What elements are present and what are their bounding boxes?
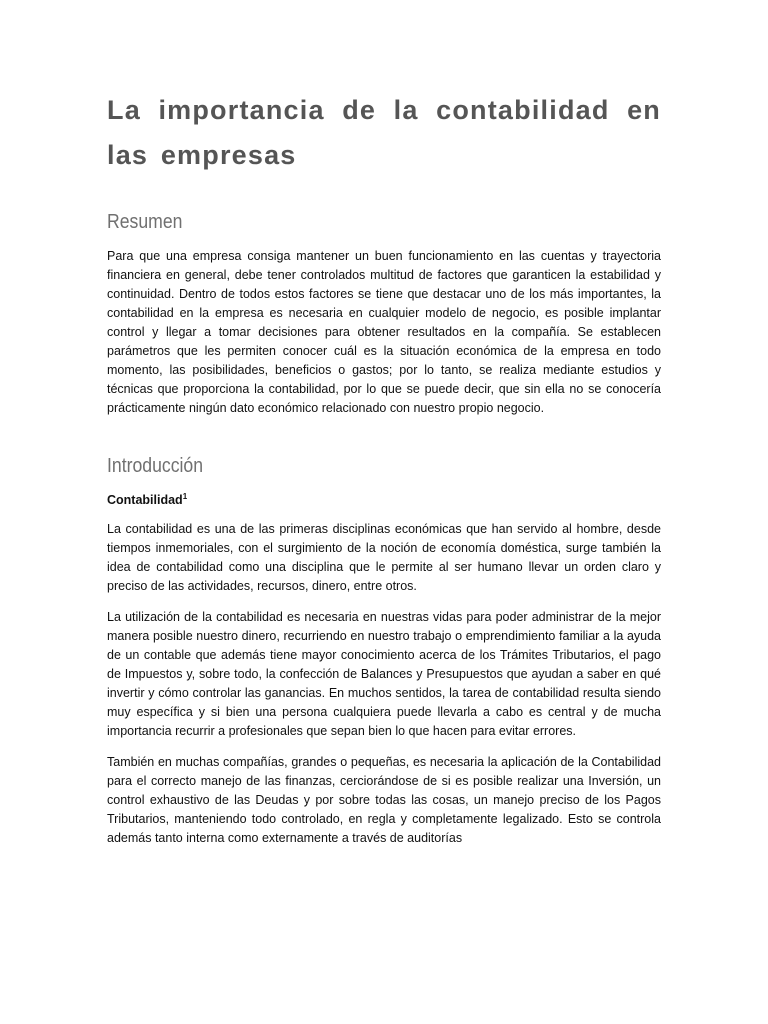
- footnote-reference[interactable]: 1: [182, 492, 188, 501]
- intro-paragraph-3: También en muchas compañías, grandes o pequeñas, es necesaria la aplicación de la Contabilidad para el correcto manejo de las finanzas, cerciorándose de si es posible realizar una Inversión, un control exhaustivo de las Deudas y por sobre todas las cosas, un manejo preciso de los Pagos Tributarios, manteniendo todo controlado, en regla y completamente legalizado. Esto se controla además tanto interna como externamente a través de auditorías: [107, 755, 661, 845]
- intro-paragraph-2: La utilización de la contabilidad es necesaria en nuestras vidas para poder administrar de la mejor manera posible nuestro dinero, recurriendo en nuestro trabajo o emprendimiento familiar a la ayuda de un contable que además tiene mayor conocimiento acerca de los Trámites Tributarios, el pago de Impuestos y, sobre todo, la confección de Balances y Presupuestos que ayudan a saber en qué invertir y cómo controlar las ganancias. En muchos sentidos, la tarea de contabilidad resulta siendo muy específica y si bien una persona cualquiera puede llevarla a cabo es central y de mucha importancia recurrir a profesionales que sepan bien lo que hacen para evitar errores.: [107, 610, 661, 738]
- document-page: [107, 88, 661, 848]
- subheading-text: Contabilidad: [107, 493, 183, 507]
- section-heading-resumen: Resumen: [107, 210, 183, 233]
- section-heading-introduccion: Introducción: [107, 454, 204, 477]
- document-title: La importancia de la contabilidad en las empresas: [107, 95, 661, 170]
- intro-paragraph-1: La contabilidad es una de las primeras disciplinas económicas que han servido al hombre, desde tiempos inmemoriales, con el surgimiento de la noción de economía doméstica, surge también la idea de contabilidad como una disciplina que le permite al ser humano llevar un orden claro y preciso de las actividades, recursos, dinero, entre otros.: [107, 522, 661, 593]
- subheading-contabilidad: [107, 492, 661, 507]
- resumen-paragraph: Para que una empresa consiga mantener un buen funcionamiento en las cuentas y trayectoria financiera en general, debe tener controlados multitud de factores que garanticen la estabilidad y continuidad. Dentro de todos estos factores se tiene que destacar uno de los más importantes, la contabilidad en la empresa es necesaria en cualquier modelo de negocio, es posible implantar control y llegar a tomar decisiones para obtener resultados en la compañía. Se establecen parámetros que les permiten conocer cuál es la situación económica de la empresa en todo momento, las posibilidades, beneficios o gastos; por lo tanto, se realiza mediante estudios y técnicas que proporciona la contabilidad, por lo que se puede decir, que sin ella no se conocería prácticamente ningún dato económico relacionado con nuestro propio negocio.: [107, 249, 661, 415]
